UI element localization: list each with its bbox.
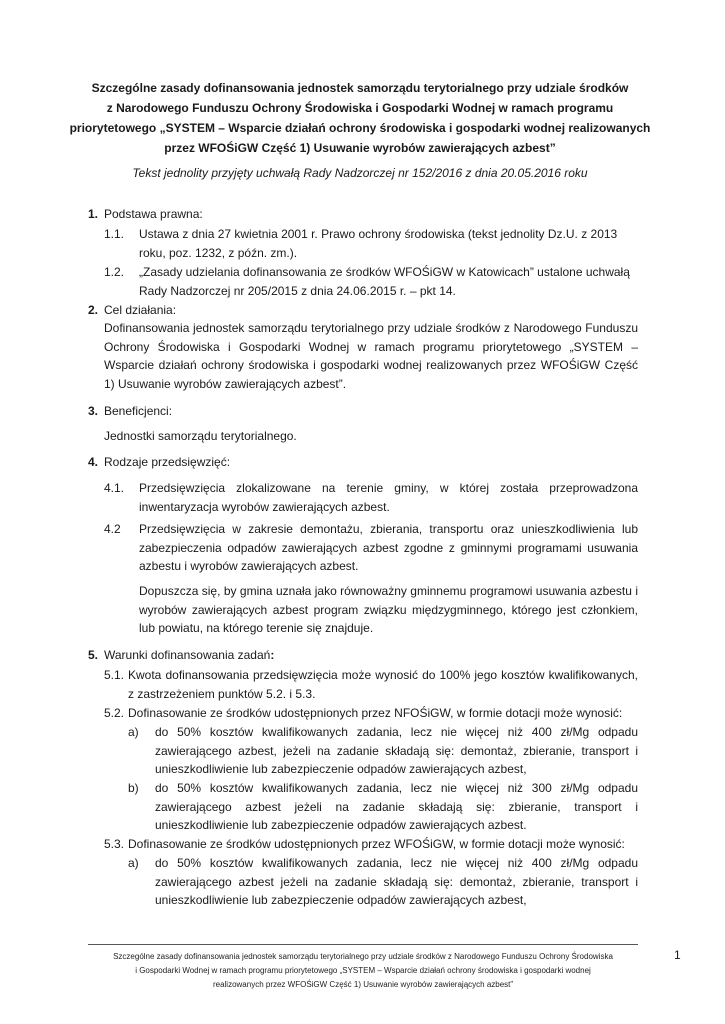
item-5-2-a-text: do 50% kosztów kwalifikowanych zadania, lecz nie więcej niż 400 zł/Mg odpadu zawierającego azbest, jeżeli na zadanie składają się: demontaż, zbieranie, transport i unieszkodliwienie lub zabezpieczenie odpadów zawierających azbest, bbox=[155, 725, 638, 776]
page-footer bbox=[80, 950, 646, 992]
section-3-number: 3. bbox=[88, 404, 99, 418]
document-subtitle: Tekst jednolity przyjęty uchwałą Rady Nadzorczej nr 152/2016 z dnia 20.05.2016 roku bbox=[132, 166, 588, 180]
section-5-label-colon: : bbox=[270, 648, 275, 662]
item-4-2-number: 4.2 bbox=[104, 522, 121, 536]
item-5-2-a-marker: a) bbox=[128, 725, 139, 739]
item-5-3-text: Dofinasowanie ze środków udostępnionych przez WFOŚiGW, w formie dotacji może wynosić: bbox=[128, 837, 625, 851]
title-line-3: priorytetowego „SYSTEM – Wsparcie działań ochrony środowiska i gospodarki wodnej realizowanych bbox=[69, 121, 651, 135]
item-5-2-b-text: do 50% kosztów kwalifikowanych zadania, lecz nie więcej niż 300 zł/Mg odpadu zawierającego azbest jeżeli na zadanie składają się: zbieranie, transport i unieszkodliwienie lub zabezpieczenie odpadów zawierających azbest. bbox=[155, 781, 638, 832]
section-2-label: Cel działania: bbox=[104, 303, 177, 317]
footer-line-2: i Gospodarki Wodnej w ramach programu priorytetowego „SYSTEM – Wsparcie działań ochrony środowiska i gospodarki wodnej bbox=[135, 966, 591, 975]
item-5-2-b-marker: b) bbox=[128, 781, 139, 795]
item-1-1-line-1: Ustawa z dnia 27 kwietnia 2001 r. Prawo ochrony środowiska (tekst jednolity Dz.U. z 2013 bbox=[139, 227, 618, 241]
section-1-number: 1. bbox=[88, 207, 99, 221]
title-line-2: z Narodowego Funduszu Ochrony Środowiska i Gospodarki Wodnej w ramach programu bbox=[106, 101, 614, 115]
item-5-2-number: 5.2. bbox=[104, 706, 125, 720]
item-4-2-note: Dopuszcza się, by gmina uznała jako równoważny gminnemu programowi usuwania azbestu i wyrobów zawierających azbest program związku międzygminnego, którego jest członkiem, lub powiatu, na którego terenie się znajduje. bbox=[139, 584, 638, 635]
item-5-3-number: 5.3. bbox=[104, 837, 125, 851]
item-1-2-line-2: Rady Nadzorczej nr 205/2015 z dnia 24.06.2015 r. – pkt 14. bbox=[139, 284, 456, 298]
footer-divider bbox=[88, 944, 638, 945]
title-line-4: przez WFOŚiGW Część 1) Usuwanie wyrobów zawierających azbest” bbox=[164, 141, 556, 155]
section-4-label: Rodzaje przedsięwzięć: bbox=[104, 455, 231, 469]
section-5-label bbox=[104, 647, 274, 664]
section-2-number: 2. bbox=[88, 303, 99, 317]
section-3-text: Jednostki samorządu terytorialnego. bbox=[104, 429, 297, 443]
item-5-2-text: Dofinasowanie ze środków udostępnionych przez NFOŚiGW, w formie dotacji może wynosić: bbox=[128, 706, 623, 720]
item-1-2-number: 1.2. bbox=[104, 265, 125, 279]
footer-line-1: Szczególne zasady dofinansowania jednostek samorządu terytorialnego przy udziale środków z Narodowego Funduszu Ochrony Środowiska bbox=[113, 952, 613, 961]
item-4-1-text: Przedsięwzięcia zlokalizowane na terenie gminy, w której została przeprowadzona inwentaryzacja wyrobów zawierających azbest. bbox=[139, 481, 638, 514]
item-5-1-number: 5.1. bbox=[104, 668, 125, 682]
section-1-label: Podstawa prawna: bbox=[104, 207, 203, 221]
item-4-1-number: 4.1. bbox=[104, 481, 125, 495]
title-line-1: Szczególne zasady dofinansowania jednostek samorządu terytorialnego przy udziale środków bbox=[91, 81, 629, 95]
page-number: 1 bbox=[674, 948, 681, 962]
section-3-label: Beneficjenci: bbox=[104, 404, 173, 418]
item-1-1-line-2: roku, poz. 1232, z późn. zm.). bbox=[139, 246, 298, 260]
item-1-2-line-1: „Zasady udzielania dofinansowania ze środków WFOŚiGW w Katowicach” ustalone uchwałą bbox=[139, 265, 630, 279]
item-5-3-a-text: do 50% kosztów kwalifikowanych zadania, lecz nie więcej niż 400 zł/Mg odpadu zawierającego azbest jeżeli na zadanie składają się: demontaż, zbieranie, transport i unieszkodliwienie lub zabezpieczenie odpadów zawierających azbest, bbox=[155, 856, 638, 907]
item-5-1-text: Kwota dofinansowania przedsięwzięcia może wynosić do 100% jego kosztów kwalifikowanych, z zastrzeżeniem punktów 5.2. i 5.3. bbox=[128, 668, 638, 701]
section-4-number: 4. bbox=[88, 455, 99, 469]
section-5-label-text: Warunki dofinansowania zadań bbox=[104, 648, 271, 662]
item-5-3-a-marker: a) bbox=[128, 856, 139, 870]
section-2-text: Dofinansowania jednostek samorządu terytorialnego przy udziale środków z Narodowego Funduszu Ochrony Środowiska i Gospodarki Wodnej w ramach programu priorytetowego „SYSTEM – Wsparcie działań ochrony środowiska i gospodarki wodnej realizowanych przez WFOŚiGW Część 1) Usuwanie wyrobów zawierających azbest”. bbox=[104, 321, 638, 391]
section-5-number: 5. bbox=[88, 648, 99, 662]
item-1-1-number: 1.1. bbox=[104, 227, 125, 241]
item-4-2-text: Przedsięwzięcia w zakresie demontażu, zbierania, transportu oraz unieszkodliwienia lub zabezpieczenia odpadów zawierających azbest zgodne z gminnymi programami usuwania azbestu i wyrobów zawierających azbest. bbox=[139, 522, 638, 573]
footer-line-3: realizowanych przez WFOŚiGW Część 1) Usuwanie wyrobów zawierających azbest” bbox=[212, 980, 514, 989]
